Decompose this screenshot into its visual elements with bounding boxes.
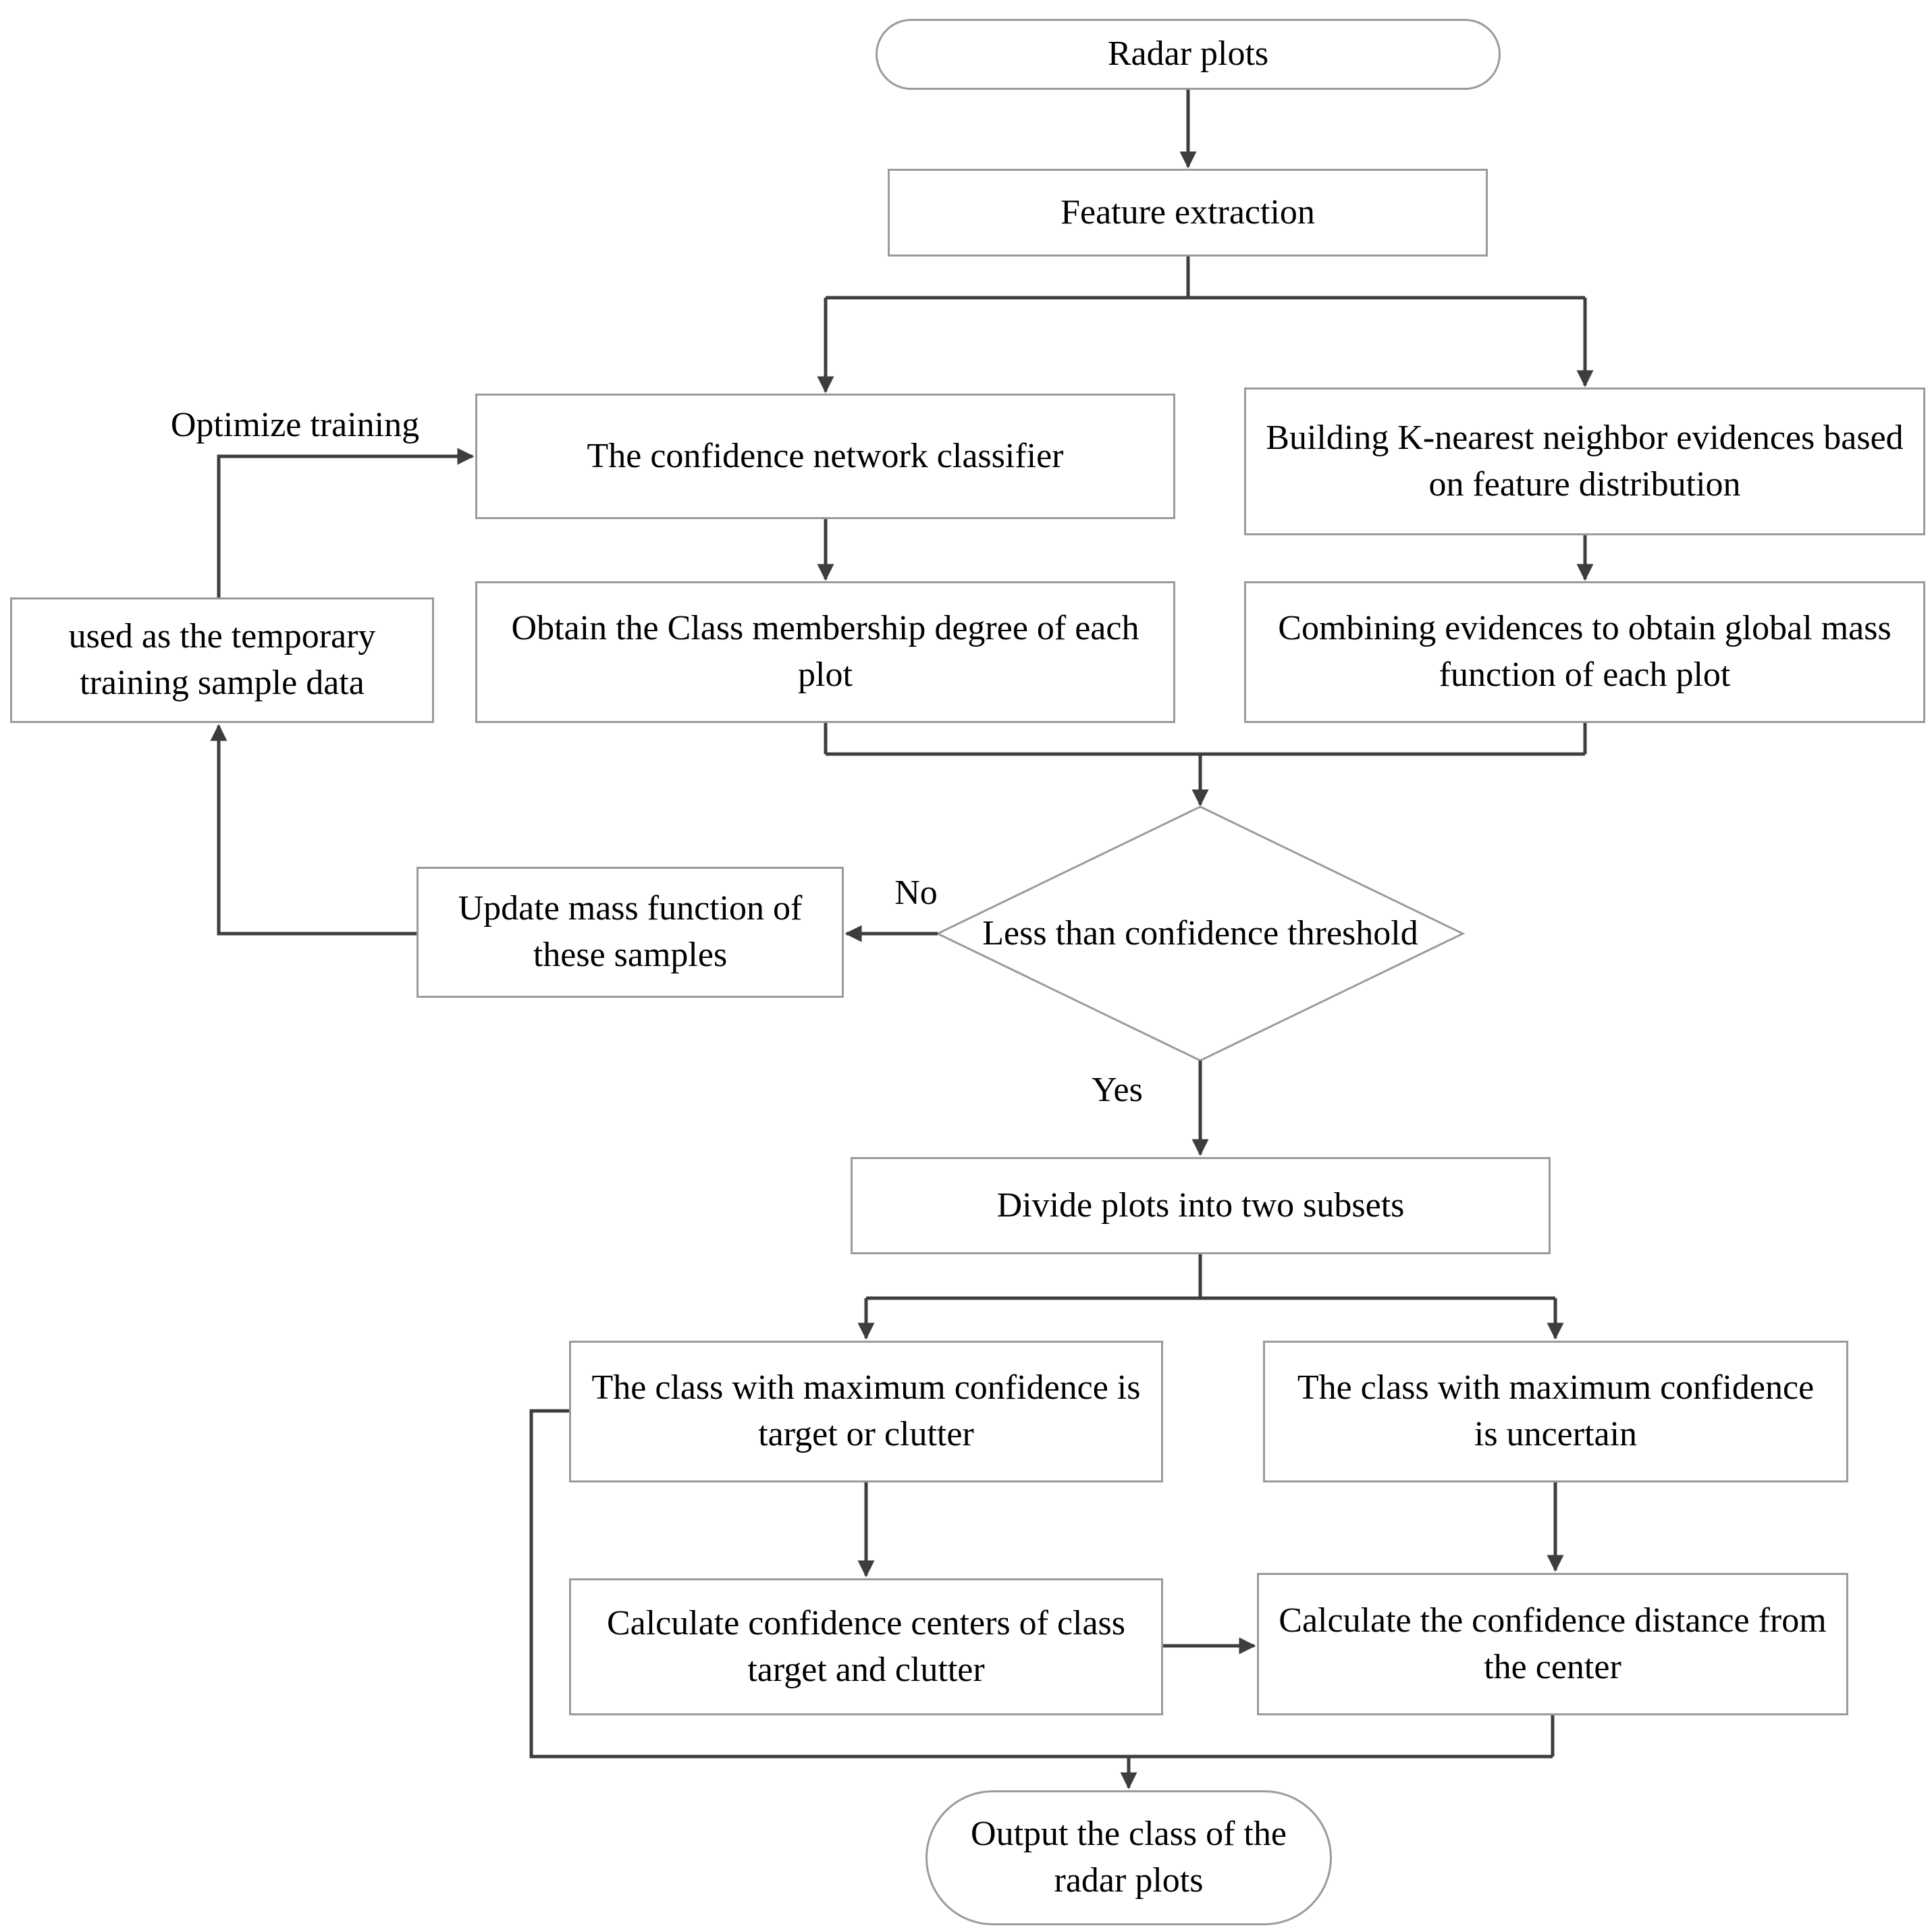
- node-calc-confidence-centers: Calculate confidence centers of class target and clutter: [569, 1578, 1163, 1715]
- node-radar-plots: Radar plots: [876, 19, 1501, 90]
- node-combining-evidences: Combining evidences to obtain global mass function of each plot: [1244, 581, 1925, 723]
- edge-feature-split: [826, 257, 1585, 298]
- edge-update-to-temp: [219, 726, 417, 934]
- node-update-mass-function: Update mass function of these samples: [417, 867, 844, 998]
- node-calc-confidence-distance: Calculate the confidence distance from the center: [1257, 1573, 1848, 1715]
- node-class-membership-degree: Obtain the Class membership degree of each plot: [475, 581, 1175, 723]
- node-confidence-network-classifier: The confidence network classifier: [475, 394, 1175, 519]
- node-temporary-training-sample: used as the temporary training sample data: [10, 597, 434, 723]
- node-threshold-decision: Less than confidence threshold: [982, 913, 1418, 953]
- node-knn-evidences: Building K-nearest neighbor evidences based on feature distribution: [1244, 387, 1925, 535]
- edge-label-yes: Yes: [1092, 1070, 1143, 1109]
- edge-divide-split: [866, 1254, 1555, 1298]
- edge-optimize-to-classifier: [219, 456, 473, 597]
- edge-label-no: No: [894, 873, 938, 912]
- node-feature-extraction: Feature extraction: [888, 169, 1488, 257]
- node-output-class: Output the class of the radar plots: [925, 1790, 1332, 1925]
- node-max-confidence-uncertain: The class with maximum confidence is uncertain: [1263, 1341, 1848, 1482]
- node-divide-subsets: Divide plots into two subsets: [851, 1157, 1551, 1254]
- node-max-confidence-target-clutter: The class with maximum confidence is target or clutter: [569, 1341, 1163, 1482]
- edge-label-optimize-training: Optimize training: [170, 405, 420, 444]
- edge-merge: [826, 723, 1585, 754]
